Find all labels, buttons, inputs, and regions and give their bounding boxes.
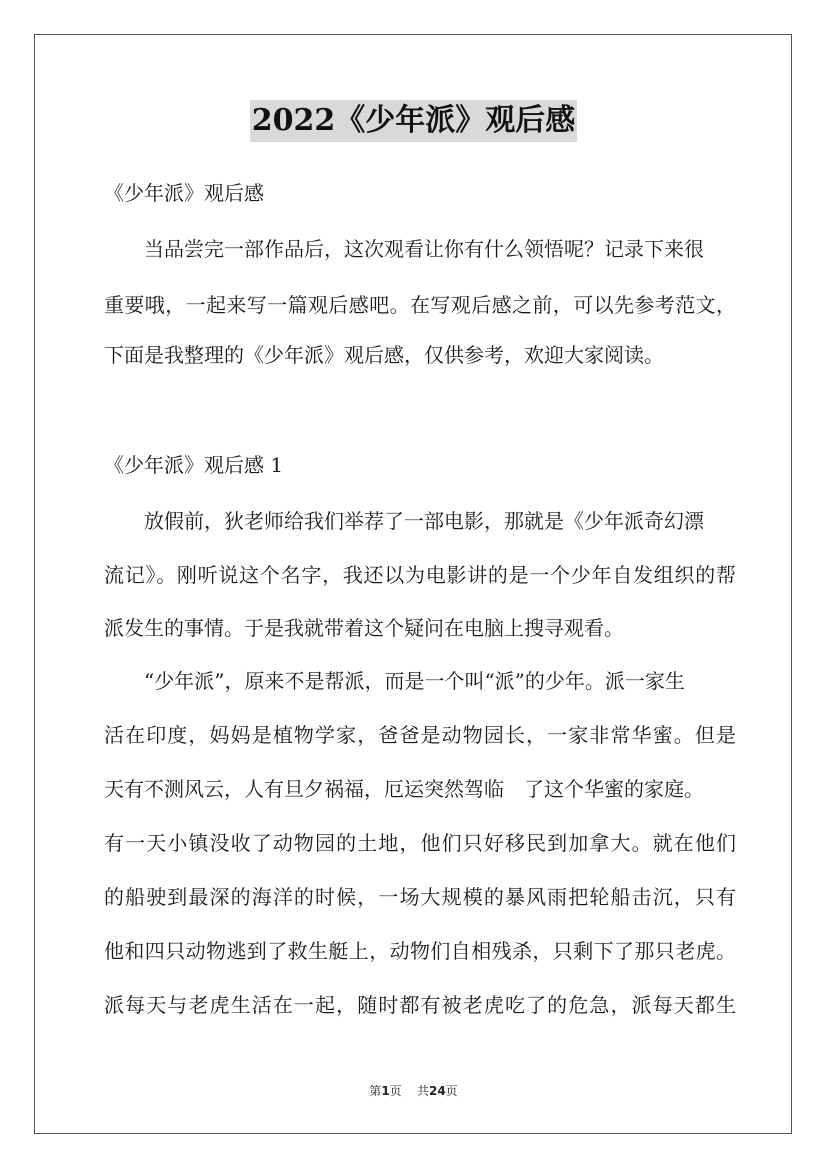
total-pages: 24 [428, 1084, 446, 1098]
paragraph-line: 当品尝完一部作品后，这次观看让你有什么领悟呢？记录下来很 [144, 237, 704, 261]
document-title: 2022《少年派》观后感 [250, 100, 578, 142]
page-number: 1 [381, 1084, 390, 1098]
total-prefix: 共 [416, 1084, 429, 1098]
section-heading-intro: 《少年派》观后感 [104, 181, 264, 205]
paragraph-line: 放假前，狄老师给我们举荐了一部电影，那就是《少年派奇幻漂 [144, 509, 704, 533]
title-container [0, 100, 827, 142]
paragraph-line: 活在印度，妈妈是植物学家，爸爸是动物园长，一家非常华蜜。但是 [104, 723, 736, 747]
total-suffix: 页 [445, 1084, 458, 1098]
paragraph-line: 下面是我整理的《少年派》观后感，仅供参考，欢迎大家阅读。 [104, 343, 664, 367]
paragraph-line: 流记》。刚听说这个名字，我还以为电影讲的是一个少年自发组织的帮 [104, 563, 736, 587]
section-heading-1: 《少年派》观后感 1 [104, 453, 284, 477]
paragraph-line: 派每天与老虎生活在一起，随时都有被老虎吃了的危急，派每天都生 [104, 993, 736, 1017]
paragraph-line: 天有不测风云，人有旦夕祸福，厄运突然驾临 了这个华蜜的家庭。 [104, 777, 704, 801]
paragraph-line: “少年派”，原来不是帮派，而是一个叫“派”的少年。派一家生 [144, 669, 685, 693]
paragraph-line: 有一天小镇没收了动物园的土地，他们只好移民到加拿大。就在他们 [104, 831, 736, 855]
paragraph-line: 派发生的事情。于是我就带着这个疑问在电脑上搜寻观看。 [104, 616, 624, 640]
page-prefix: 第 [369, 1084, 382, 1098]
page-footer [0, 1082, 827, 1099]
paragraph-line: 的船驶到最深的海洋的时候，一场大规模的暴风雨把轮船击沉，只有 [104, 885, 736, 909]
page-suffix: 页 [389, 1084, 402, 1098]
paragraph-line: 重要哦，一起来写一篇观后感吧。在写观后感之前，可以先参考范文， [104, 293, 736, 317]
paragraph-line: 他和四只动物逃到了救生艇上，动物们自相残杀，只剩下了那只老虎。 [104, 939, 736, 963]
